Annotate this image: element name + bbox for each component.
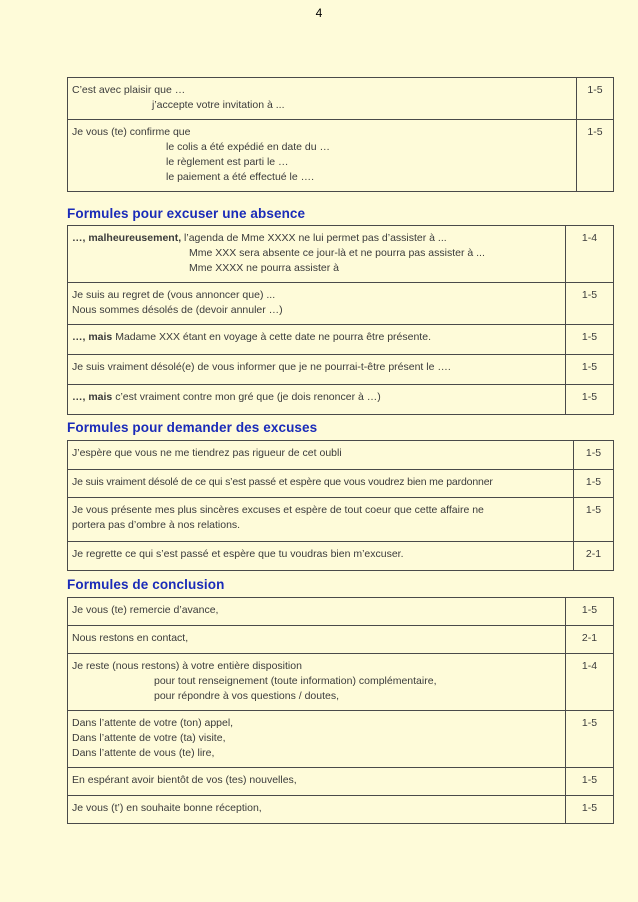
phrase-text: Madame XXX étant en voyage à cette date ne pourra être présente. bbox=[112, 331, 431, 343]
phrase-cell bbox=[68, 355, 566, 385]
table-row bbox=[68, 78, 614, 120]
level-cell: 1-5 bbox=[577, 78, 614, 120]
bold-lead: …, mais bbox=[72, 331, 113, 343]
phrase-line: C’est avec plaisir que … bbox=[72, 84, 186, 96]
phrase-cell bbox=[68, 470, 574, 498]
phrase-cell bbox=[68, 385, 566, 415]
table-row bbox=[68, 120, 614, 192]
phrase-line: Je suis vraiment désolé(e) de vous informer que je ne pourrai-t-être présent le …. bbox=[72, 361, 451, 373]
conclusion-table bbox=[67, 597, 614, 824]
phrase-line: Dans l’attente de vous (te) lire, bbox=[72, 747, 215, 759]
phrase-cell bbox=[68, 78, 577, 120]
table-row bbox=[68, 768, 614, 796]
section-title-excuses: Formules pour demander des excuses bbox=[67, 420, 318, 435]
phrase-cell bbox=[68, 120, 577, 192]
phrase-line: Je regrette ce qui s’est passé et espère que tu voudras bien m’excuser. bbox=[72, 548, 404, 560]
level-cell: 1-5 bbox=[566, 796, 614, 824]
phrase-line: le règlement est parti le … bbox=[166, 156, 289, 168]
phrase-line: Nous sommes désolés de (devoir annuler …) bbox=[72, 304, 283, 316]
table-row bbox=[68, 226, 614, 283]
phrase-cell bbox=[68, 768, 566, 796]
phrase-cell bbox=[68, 498, 574, 542]
level-cell: 1-5 bbox=[566, 768, 614, 796]
bold-lead: …, malheureusement, bbox=[72, 232, 182, 244]
level-cell: 1-5 bbox=[574, 498, 614, 542]
level-cell: 1-4 bbox=[566, 226, 614, 283]
table-row bbox=[68, 711, 614, 768]
phrase-line bbox=[72, 231, 561, 246]
phrase-cell bbox=[68, 325, 566, 355]
table-row bbox=[68, 542, 614, 571]
phrase-line: J’espère que vous ne me tiendrez pas rigueur de cet oubli bbox=[72, 447, 342, 459]
level-cell: 1-5 bbox=[566, 325, 614, 355]
table-row bbox=[68, 796, 614, 824]
phrase-cell bbox=[68, 654, 566, 711]
level-cell: 1-5 bbox=[566, 598, 614, 626]
phrase-line: Je suis vraiment désolé de ce qui s’est passé et espère que vous voudrez bien me pardonner bbox=[72, 476, 493, 488]
level-cell: 1-4 bbox=[566, 654, 614, 711]
level-cell: 1-5 bbox=[566, 711, 614, 768]
phrase-cell bbox=[68, 542, 574, 571]
level-cell: 1-5 bbox=[574, 441, 614, 470]
phrase-line: Je vous (t’) en souhaite bonne réception, bbox=[72, 802, 262, 814]
level-cell: 1-5 bbox=[566, 283, 614, 325]
phrase-cell bbox=[68, 283, 566, 325]
level-cell: 2-1 bbox=[574, 542, 614, 571]
table-row bbox=[68, 598, 614, 626]
table-row bbox=[68, 355, 614, 385]
phrase-text: l’agenda de Mme XXXX ne lui permet pas d’assister à ... bbox=[181, 232, 447, 244]
table-row bbox=[68, 498, 614, 542]
level-cell: 1-5 bbox=[566, 385, 614, 415]
table-row bbox=[68, 654, 614, 711]
phrase-line: Je vous (te) confirme que bbox=[72, 126, 191, 138]
phrase-line: Mme XXXX ne pourra assister à bbox=[189, 262, 339, 274]
phrase-line bbox=[72, 390, 561, 405]
phrase-line: Dans l’attente de votre (ta) visite, bbox=[72, 732, 226, 744]
phrase-line: pour répondre à vos questions / doutes, bbox=[154, 690, 340, 702]
phrase-line: portera pas d’ombre à nos relations. bbox=[72, 519, 241, 531]
intro-table bbox=[67, 77, 614, 192]
table-row bbox=[68, 441, 614, 470]
table-row bbox=[68, 626, 614, 654]
phrase-line: j’accepte votre invitation à ... bbox=[152, 99, 285, 111]
phrase-cell bbox=[68, 626, 566, 654]
phrase-cell bbox=[68, 711, 566, 768]
absence-table bbox=[67, 225, 614, 415]
phrase-cell bbox=[68, 226, 566, 283]
section-title-conclusion: Formules de conclusion bbox=[67, 577, 225, 592]
phrase-line: Mme XXX sera absente ce jour-là et ne pourra pas assister à ... bbox=[189, 247, 485, 259]
level-cell: 1-5 bbox=[577, 120, 614, 192]
phrase-cell bbox=[68, 598, 566, 626]
phrase-line: Dans l’attente de votre (ton) appel, bbox=[72, 717, 234, 729]
table-row bbox=[68, 283, 614, 325]
phrase-line: Je reste (nous restons) à votre entière disposition bbox=[72, 660, 302, 672]
table-row bbox=[68, 325, 614, 355]
table-row bbox=[68, 470, 614, 498]
section-title-absence: Formules pour excuser une absence bbox=[67, 206, 306, 221]
phrase-line: pour tout renseignement (toute information) complémentaire, bbox=[154, 675, 437, 687]
page-number: 4 bbox=[315, 6, 323, 20]
phrase-line: Je vous présente mes plus sincères excuses et espère de tout coeur que cette affaire ne bbox=[72, 504, 484, 516]
phrase-line: Je suis au regret de (vous annoncer que) ... bbox=[72, 289, 276, 301]
table-row bbox=[68, 385, 614, 415]
phrase-text: c’est vraiment contre mon gré que (je dois renoncer à …) bbox=[112, 391, 381, 403]
phrase-line: le paiement a été effectué le …. bbox=[166, 171, 315, 183]
phrase-line bbox=[72, 330, 561, 345]
phrase-cell bbox=[68, 796, 566, 824]
bold-lead: …, mais bbox=[72, 391, 113, 403]
level-cell: 1-5 bbox=[574, 470, 614, 498]
level-cell: 1-5 bbox=[566, 355, 614, 385]
excuses-table bbox=[67, 440, 614, 571]
level-cell: 2-1 bbox=[566, 626, 614, 654]
phrase-line: En espérant avoir bientôt de vos (tes) nouvelles, bbox=[72, 774, 297, 786]
phrase-cell bbox=[68, 441, 574, 470]
phrase-line: Je vous (te) remercie d’avance, bbox=[72, 604, 219, 616]
phrase-line: Nous restons en contact, bbox=[72, 632, 189, 644]
phrase-line: le colis a été expédié en date du … bbox=[166, 141, 331, 153]
